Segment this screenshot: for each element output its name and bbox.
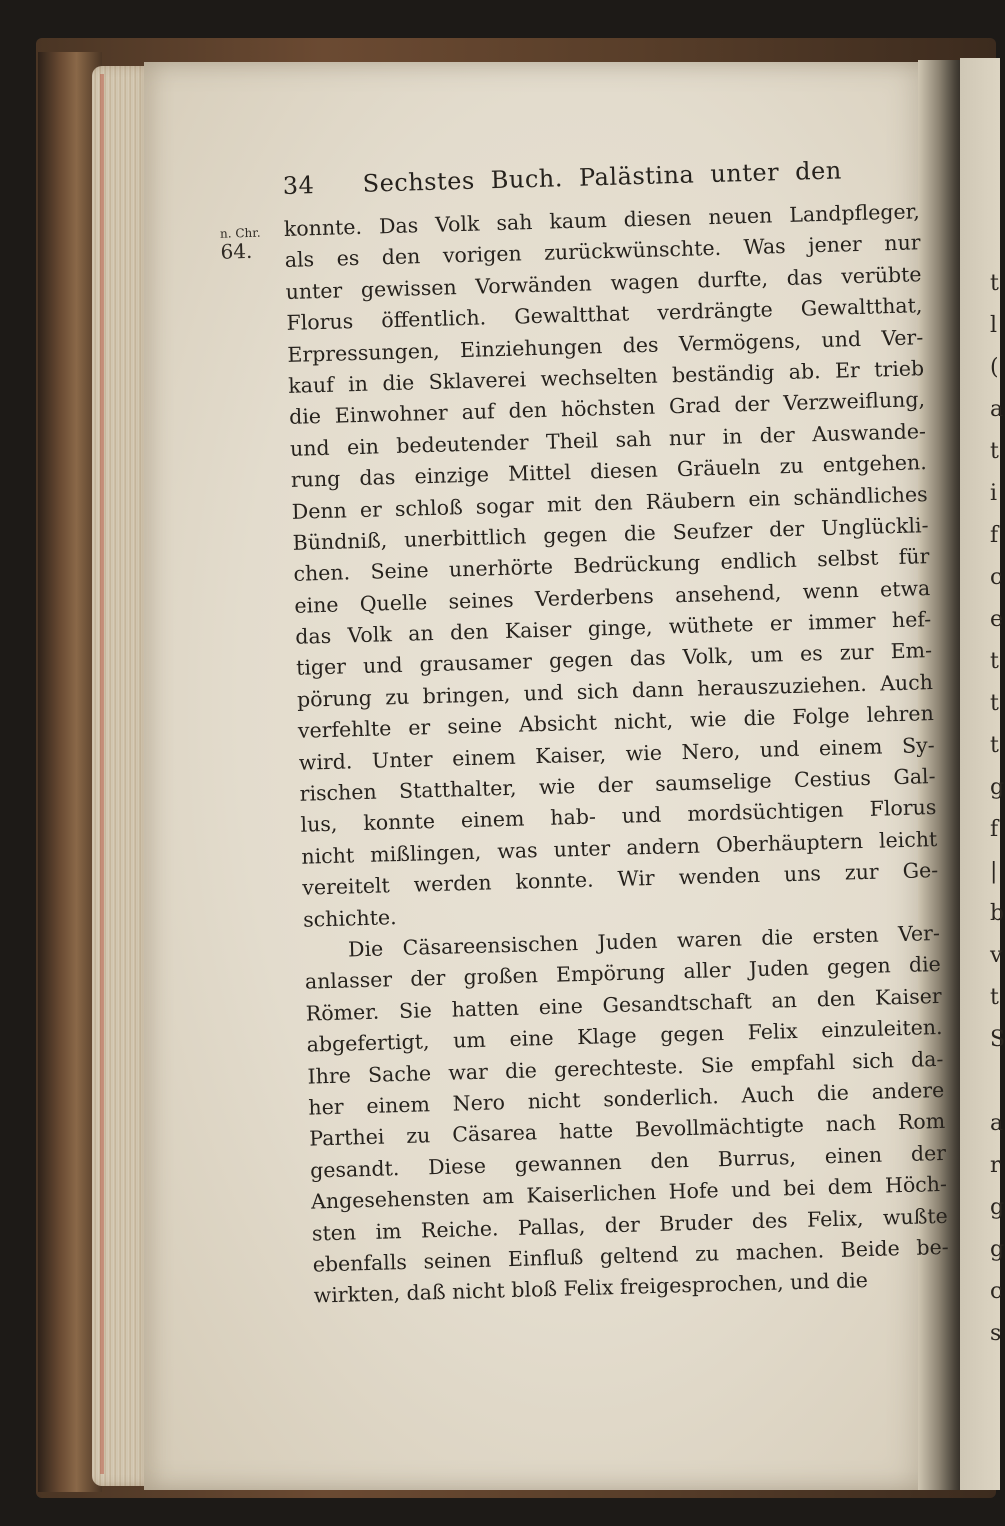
- text-line: ebenfalls seinen Einfluß geltend zu machen. Beide be-: [312, 1234, 949, 1277]
- text-line: die Einwohner auf den höchsten Grad der Verzweiflung,: [288, 387, 926, 430]
- text-line: und ein bedeutender Theil sah nur in der Auswande-: [289, 418, 927, 461]
- text-line: wirkten, daß nicht bloß Felix freigesprochen, und die: [313, 1268, 869, 1308]
- edge-letter: r: [990, 1153, 1001, 1178]
- edge-letter: v: [990, 943, 1003, 968]
- right-page-sliver: [960, 58, 1005, 1490]
- text-line: Florus öffentlich. Gewaltthat verdrängte Gewaltthat,: [286, 293, 923, 336]
- edge-letter: t: [990, 271, 999, 296]
- text-line: Römer. Sie hatten eine Gesandtschaft an den Kaiser: [305, 983, 942, 1026]
- edge-letter: b: [990, 901, 1005, 926]
- text-line: Parthei zu Cäsarea hatte Bevollmächtigte nach Rom: [309, 1109, 946, 1151]
- edge-letter: t: [990, 649, 999, 674]
- text-line: rung das einzige Mittel diesen Gräueln zu entgehen.: [290, 450, 928, 492]
- edge-letter: i: [990, 481, 998, 506]
- text-line: gesandt. Diese gewannen den Burrus, einen der: [309, 1140, 947, 1183]
- text-line: Bündniß, unerbittlich gegen die Seufzer der Unglückli-: [292, 513, 929, 555]
- margin-note-year: 64.: [220, 238, 253, 264]
- text-line: konnte. Das Volk sah kaum diesen neuen Landpfleger,: [283, 199, 921, 241]
- margin-note-era: n. Chr.: [219, 225, 261, 241]
- edge-letter: g: [990, 1195, 1005, 1220]
- text-line: tiger und grausamer gegen das Volk, um es zur Em-: [295, 638, 933, 681]
- text-line: vereitelt werden konnte. Wir wenden uns zur Ge-: [301, 858, 939, 900]
- edge-letter: a: [990, 1111, 1004, 1136]
- edge-letter: f: [990, 817, 999, 842]
- page-text-block: [219, 142, 950, 1312]
- edge-letter: c: [990, 565, 1003, 590]
- text-line: das Volk an den Kaiser ginge, wüthete er immer hef-: [294, 607, 932, 649]
- edge-letter: t: [990, 691, 999, 716]
- edge-letter: l: [990, 313, 998, 338]
- text-line: chen. Seine unerhörte Bedrückung endlich selbst für: [293, 544, 930, 587]
- edge-letter: t: [990, 733, 999, 758]
- text-line: wird. Unter einem Kaiser, wie Nero, und einem Sy-: [298, 732, 935, 775]
- text-line: Die Cäsareensischen Juden waren die ersten Ver-: [347, 920, 941, 962]
- text-line: Angesehensten am Kaiserlichen Hofe und bei dem Höch-: [310, 1171, 948, 1214]
- edge-letter: [990, 1066, 1005, 1108]
- edge-letter: t: [990, 985, 999, 1010]
- text-line: Ihre Sache war die gerechteste. Sie empfahl sich da-: [307, 1046, 944, 1089]
- text-line: Erpressungen, Einziehungen des Vermögens, und Ver-: [287, 324, 924, 367]
- edge-letter: s: [990, 1321, 1002, 1346]
- text-line: eine Quelle seines Verderbens ansehend, wenn etwa: [294, 575, 931, 618]
- edge-letter: f: [990, 523, 999, 548]
- text-line: Denn er schloß sogar mit den Räubern ein schändliches: [291, 481, 928, 524]
- text-line: her einem Nero nicht sonderlich. Auch die andere: [308, 1077, 945, 1120]
- edge-letter: S: [990, 1027, 1005, 1052]
- running-head: Sechstes Buch. Palästina unter den: [362, 156, 843, 198]
- text-line: anlasser der großen Empörung aller Juden gegen die: [304, 952, 942, 995]
- text-line: unter gewissen Vorwänden wagen durfte, das verübte: [285, 261, 922, 304]
- text-line: pörung zu bringen, und sich dann herauszuziehen. Auch: [296, 669, 934, 712]
- text-line: als es den vorigen zurückwünschte. Was jener nur: [284, 230, 921, 273]
- text-line: sten im Reiche. Pallas, der Bruder des Felix, wußte: [311, 1203, 949, 1246]
- edge-letter: (: [990, 355, 999, 380]
- edge-letter: t: [990, 439, 999, 464]
- edge-letter: a: [990, 397, 1004, 422]
- edge-letter: g: [990, 775, 1005, 800]
- text-line: schichte.: [302, 904, 397, 932]
- text-line: abgefertigt, um eine Klage gegen Felix einzuleiten.: [306, 1015, 943, 1057]
- page-edge-red-stain: [100, 74, 104, 1474]
- text-line: kauf in die Sklaverei wechselten beständig ab. Er trieb: [287, 356, 925, 398]
- text-line: lus, konnte einem hab- und mordsüchtigen Florus: [300, 795, 937, 838]
- right-page-edge-letters: [990, 268, 1005, 1360]
- page-number: 34: [282, 171, 315, 200]
- edge-letter: g: [990, 1237, 1005, 1262]
- text-line: nicht mißlingen, was unter andern Oberhäuptern leicht: [301, 826, 938, 869]
- paragraph-1: [284, 196, 940, 935]
- text-line: rischen Statthalter, wie der saumselige Cestius Gal-: [299, 764, 936, 806]
- text-line: verfehlte er seine Absicht nicht, wie die Folge lehren: [297, 701, 935, 744]
- paragraph-2: [304, 918, 950, 1312]
- edge-letter: e: [990, 607, 1004, 632]
- edge-letter: |: [990, 859, 998, 884]
- edge-letter: c: [990, 1279, 1003, 1304]
